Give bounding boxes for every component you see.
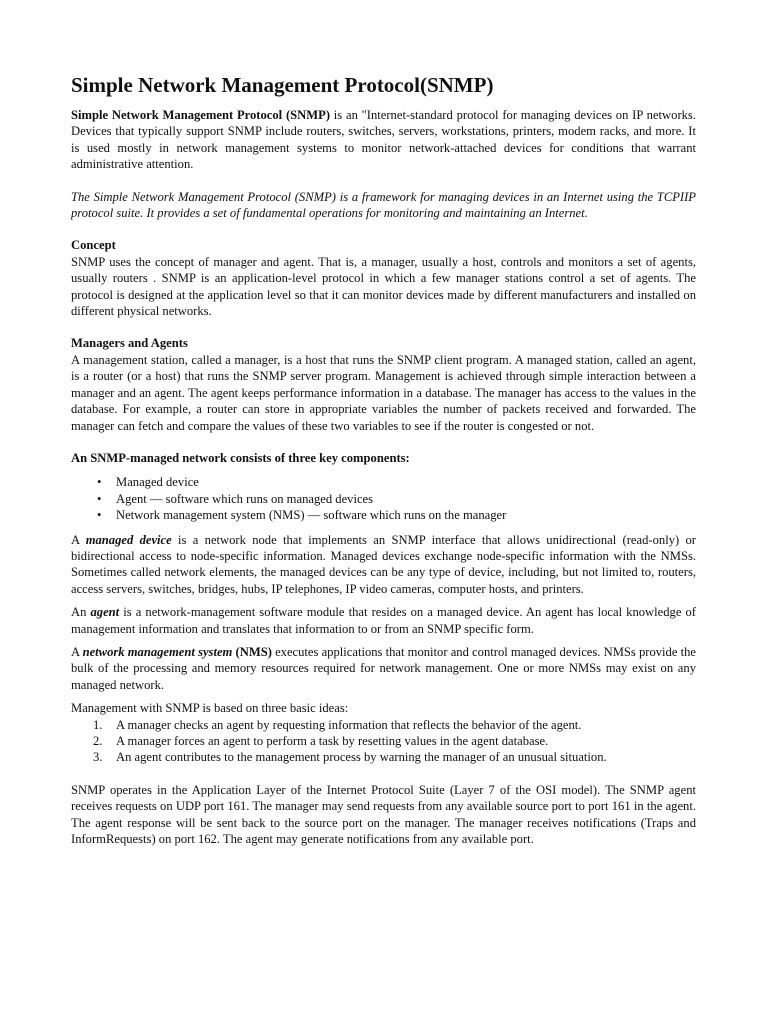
framework-paragraph: The Simple Network Management Protocol (SNMP) is a framework for managing devices in an Internet using the TCPIIP protocol suite. It provides a set of fundamental operations for monitoring and maintaining an Internet.: [71, 189, 696, 221]
agent-term: agent: [90, 605, 120, 620]
managers-paragraph: A management station, called a manager, is a host that runs the SNMP client program. A managed station, called an agent, is a router (or a host) that runs the SNMP server program. Management is achieved through simple interaction between a manager and an agent. The agent keeps performance information in a database. The manager has access to the values in the database. For example, a router can store in appropriate variables the number of packets received and forwarded. The manager can fetch and compare the values of these two variables to see if the router is congested or not.: [71, 352, 696, 433]
ideas-intro: Management with SNMP is based on three basic ideas:: [71, 701, 349, 716]
concept-paragraph: SNMP uses the concept of manager and agent. That is, a manager, usually a host, controls and monitors a set of agents, usually routers . SNMP is an application-level protocol in which a few manager stations control a set of agents. The protocol is designed at the application level so that it can monitor devices made by different manufacturers and installed on different physical networks.: [71, 254, 696, 319]
components-list: [71, 474, 696, 523]
concept-heading: Concept: [71, 238, 116, 253]
list-item: 2. A manager forces an agent to perform a task by resetting values in the agent database.: [93, 734, 549, 748]
nms-abbr: (NMS): [232, 644, 272, 659]
list-item: 1. A manager checks an agent by requesting information that reflects the behavior of the agent.: [93, 717, 582, 732]
nms-term: network management system: [82, 644, 233, 659]
managed-device-paragraph: A managed device is a network node that implements an SNMP interface that allows unidirectional (read-only) or bidirectional access to node-specific information. Managed devices exchange node-specific information with the NMSs. Sometimes called network elements, the managed devices can be any type of device, including, but not limited to, routers, access servers, switches, bridges, hubs, IP telephones, IP video cameras, computer hosts, and printers.: [71, 532, 696, 596]
managers-heading: Managers and Agents: [71, 336, 188, 351]
list-item: • Agent — software which runs on managed devices: [97, 491, 374, 506]
intro-paragraph: [71, 107, 696, 173]
components-heading: An SNMP-managed network consists of three key components:: [71, 450, 410, 465]
list-item: 3. An agent contributes to the management process by warning the manager of an unusual situation.: [93, 750, 607, 765]
page-title: Simple Network Management Protocol(SNMP): [71, 73, 494, 97]
intro-term: Simple Network Management Protocol (SNMP): [71, 108, 331, 122]
bullet-icon: •: [97, 491, 102, 506]
ideas-list: [71, 717, 696, 766]
managed-device-term: managed device: [85, 532, 172, 547]
agent-paragraph: An agent is a network-management software module that resides on a managed device. An agent has local knowledge of management information and translates that information to or from an SNMP specific form.: [71, 605, 696, 636]
nms-paragraph: A network management system (NMS) executes applications that monitor and control managed devices. NMSs provide the bulk of the processing and memory resources required for network management. One or more NMSs may exist on any managed network.: [71, 644, 696, 692]
list-item: • Network management system (NMS) — software which runs on the manager: [97, 508, 507, 523]
final-paragraph: SNMP operates in the Application Layer of the Internet Protocol Suite (Layer 7 of the OSI model). The SNMP agent receives requests on UDP port 161. The manager may send requests from any available source port to port 161 in the agent. The agent response will be sent back to the source port on the manager. The manager receives notifications (Traps and InformRequests) on port 162. The agent may generate notifications from any available port.: [71, 782, 696, 847]
list-item: • Managed device: [97, 475, 199, 490]
bullet-icon: •: [97, 508, 102, 523]
intro-text: is an "Internet-standard protocol for managing devices on IP networks. Devices that typically support SNMP include routers, switches, servers, workstations, printers, modem racks, and more. It is used mostly in network management systems to monitor network-attached devices for conditions that warrant administrative attention.: [71, 108, 696, 172]
bullet-icon: •: [97, 475, 102, 490]
document-page: [71, 72, 696, 847]
